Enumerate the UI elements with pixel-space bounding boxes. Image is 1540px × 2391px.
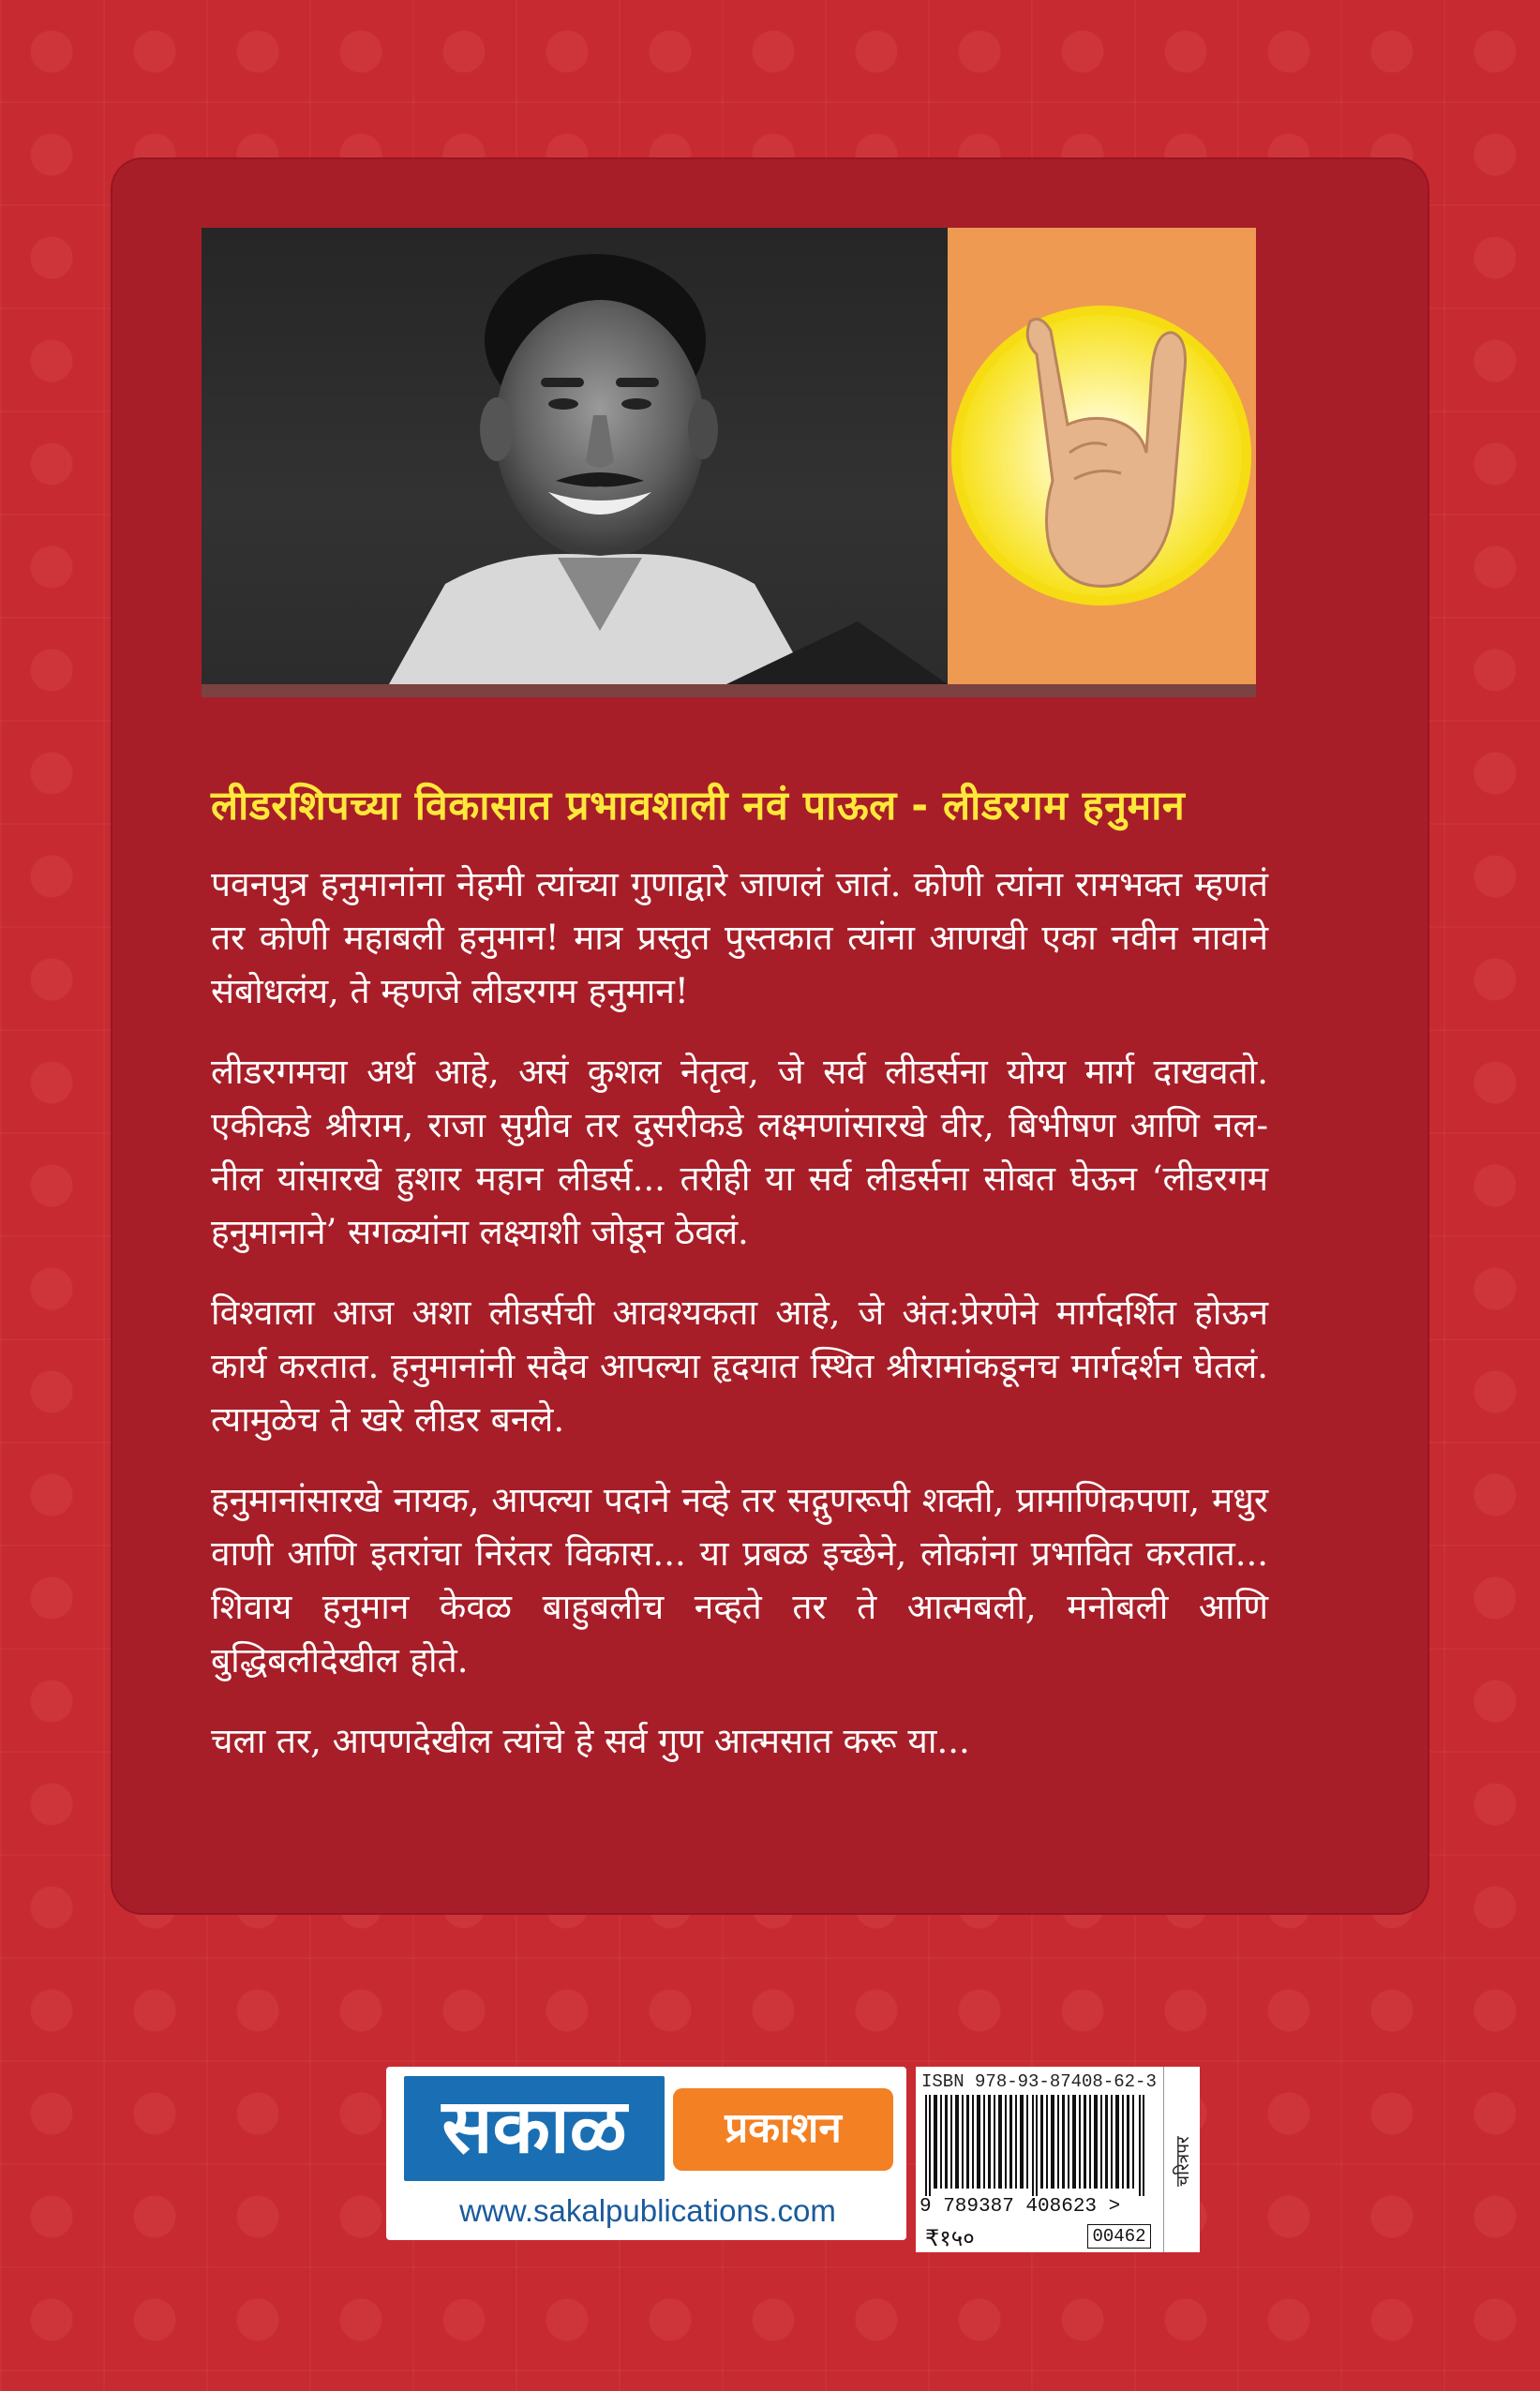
photo-bottom-strip [202,684,1256,697]
blurb-paragraph: विश्वाला आज अशा लीडर्सची आवश्यकता आहे, जे अंत:प्रेरणेने मार्गदर्शित होऊन कार्य करतात. हनुमानांनी सदैव आपल्या हृदयात स्थित श्रीरामांकडूनच मार्गदर्शन घेतलं. त्यामुळेच ते खरे लीडर बनले. [211,1293,1268,1440]
book-price: ₹१५० [925,2225,975,2251]
genre-label-box [1163,2067,1200,2252]
cover-photo [202,228,1256,684]
blurb-paragraph: लीडरगमचा अर्थ आहे, असं कुशल नेतृत्व, जे सर्व लीडर्सना योग्य मार्ग दाखवतो. एकीकडे श्रीराम, राजा सुग्रीव तर दुसरीकडे लक्ष्मणांसारखे वीर, बिभीषण आणि नल-नील यांसारखे हुशार महान लीडर्स... तरीही या सर्व लीडर्सना सोबत घेऊन ‘लीडरगम हनुमानाने’ सगळ्यांना लक्ष्याशी जोडून ठेवलं. [211,1052,1268,1252]
author-portrait-illustration [202,228,948,684]
blurb-body [211,858,1268,1795]
book-code: 00462 [1087,2224,1151,2249]
blurb-paragraph: चला तर, आपणदेखील त्यांचे हे सर्व गुण आत्मसात करू या... [211,1721,970,1761]
publisher-tag: प्रकाशन [673,2088,893,2171]
isbn-label: ISBN 978-93-87408-62-3 [921,2071,1157,2092]
hand-gesture-image [948,228,1256,684]
blurb-headline: लीडरशिपच्या विकासात प्रभावशाली नवं पाऊल - लीडरगम हनुमान [211,783,1186,829]
isbn-barcode-box [916,2067,1163,2252]
isbn-digits: 9 789387 408623 > [920,2196,1121,2218]
blurb-paragraph: हनुमानांसारखे नायक, आपल्या पदाने नव्हे तर सद्गुणरूपी शक्ती, प्रामाणिकपणा, मधुर वाणी आणि इतरांचा निरंतर विकास... या प्रबळ इच्छेने, लोकांना प्रभावित करतात... शिवाय हनुमान केवळ बाहुबलीच नव्हते तर ते आत्मबली, मनोबली आणि बुद्धिबलीदेखील होते. [211,1480,1268,1681]
genre-label: चरित्रपर [1173,2136,1193,2187]
author-portrait [202,228,948,684]
publisher-name: सकाळ [404,2076,665,2181]
publisher-url[interactable]: www.sakalpublications.com [459,2193,836,2228]
publisher-logo [386,2067,906,2240]
blurb-paragraph: पवनपुत्र हनुमानांना नेहमी त्यांच्या गुणाद्वारे जाणलं जातं. कोणी त्यांना रामभक्त म्हणतं तर कोणी महाबली हनुमान! मात्र प्रस्तुत पुस्तकात त्यांना आणखी एका नवीन नावाने संबोधलंय, ते म्हणजे लीडरगम हनुमान! [211,864,1268,1011]
mudra-illustration [948,228,1256,684]
barcode-icon [921,2095,1156,2196]
